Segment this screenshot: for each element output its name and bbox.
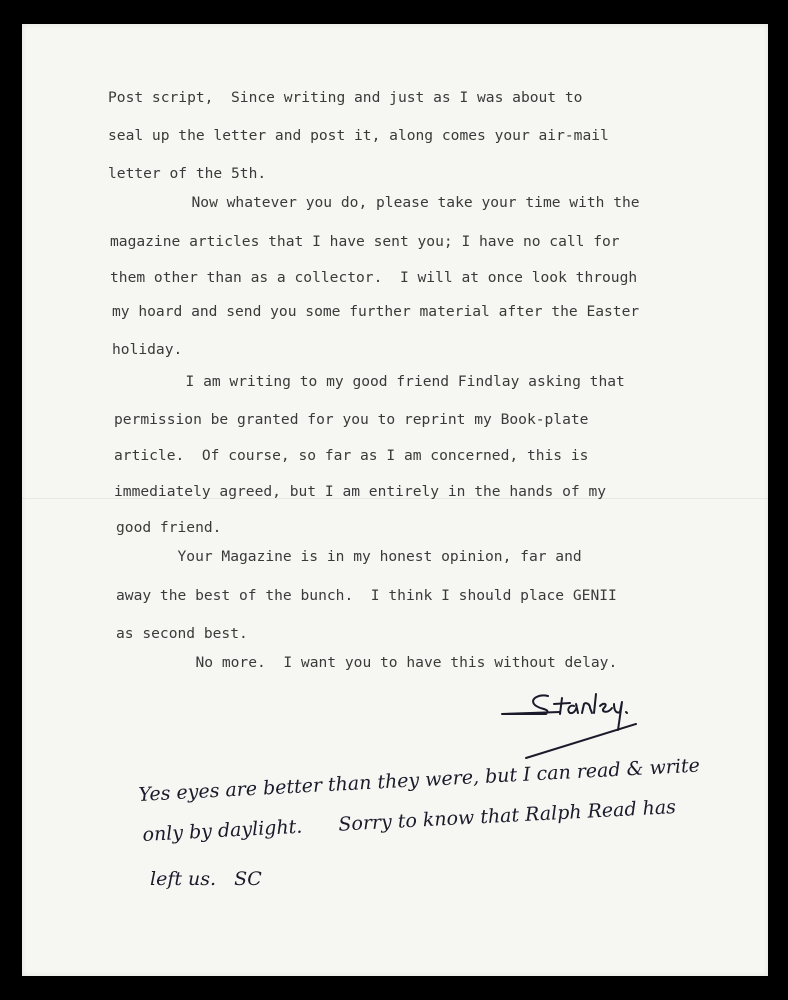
typed-line: seal up the letter and post it, along comes your air-mail	[108, 127, 609, 144]
typed-line: them other than as a collector. I will at once look through	[110, 269, 638, 286]
typed-line: article. Of course, so far as I am concerned, this is	[114, 447, 589, 464]
typed-line: as second best.	[116, 625, 248, 642]
typed-line: Your Magazine is in my honest opinion, far and	[116, 548, 582, 565]
typed-line: No more. I want you to have this without delay.	[134, 654, 618, 671]
typed-line: Now whatever you do, please take your time with the	[130, 194, 640, 211]
handwritten-line: Yes eyes are better than they were, but I can read & write	[138, 754, 701, 806]
handwritten-line: left us. SC	[150, 868, 262, 890]
typed-line: immediately agreed, but I am entirely in the hands of my	[114, 483, 607, 500]
typed-line: letter of the 5th.	[108, 165, 267, 182]
typed-line: my hoard and send you some further material after the Easter	[112, 303, 640, 320]
typed-line: good friend.	[116, 519, 222, 536]
typed-line: magazine articles that I have sent you; I have no call for	[110, 233, 620, 250]
typed-line: away the best of the bunch. I think I should place GENII	[116, 587, 617, 604]
typed-line: Post script, Since writing and just as I was about to	[108, 89, 583, 106]
typed-line: permission be granted for you to reprint my Book-plate	[114, 411, 589, 428]
typed-line: holiday.	[112, 341, 183, 358]
typed-line: I am writing to my good friend Findlay asking that	[124, 373, 625, 390]
handwritten-line: only by daylight. Sorry to know that Ralph Read has	[142, 796, 677, 846]
